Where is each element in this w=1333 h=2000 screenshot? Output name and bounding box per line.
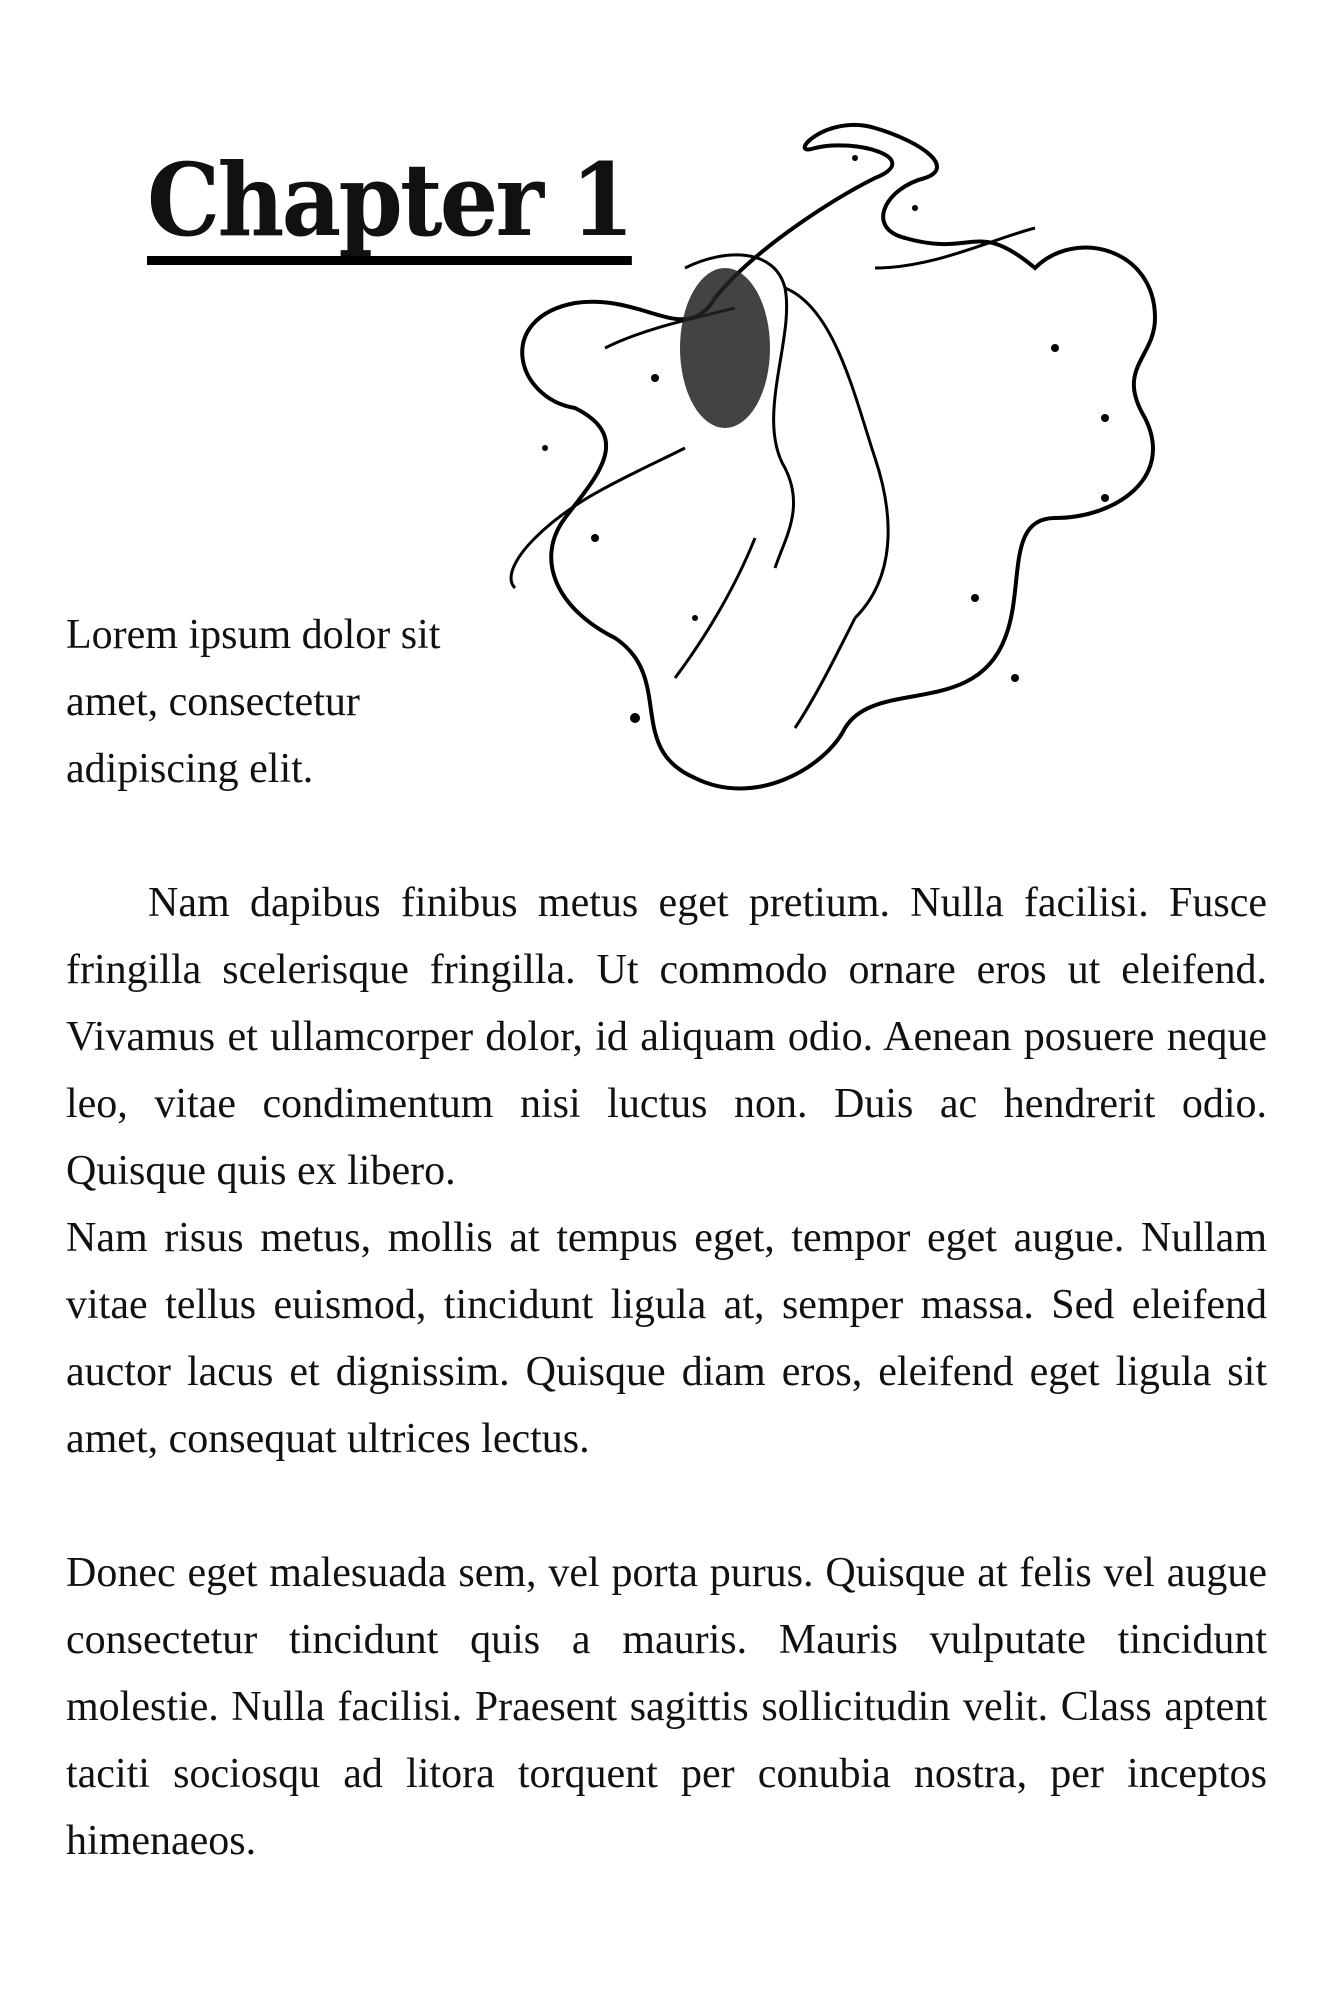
chapter-title: Chapter 1 bbox=[147, 150, 632, 265]
paragraph: Nam dapibus finibus metus eget pretium. Nulla facilisi. Fusce fringilla scelerisque fringilla. Ut commodo ornare eros ut eleifend. Vivamus et ullamcorper dolor, id aliquam odio. Aenean posuere neque leo, vitae condimentum nisi luctus non. Duis ac hendrerit odio. Quisque quis ex libero. bbox=[66, 880, 1267, 1194]
paragraph: Nam risus metus, mollis at tempus eget, tempor eget augue. Nullam vitae tellus euismod, tincidunt ligula at, semper massa. Sed eleifend auctor lacus et dignissim. Quisque diam eros, eleifend eget ligula sit amet, consequat ultrices lectus. bbox=[66, 1215, 1267, 1462]
ink-illustration-reclining-figure bbox=[455, 118, 1255, 823]
body-text bbox=[66, 870, 1267, 1875]
paragraph: Donec eget malesuada sem, vel porta purus. Quisque at felis vel augue consectetur tincidunt quis a mauris. Mauris vulputate tincidunt molestie. Nulla facilisi. Praesent sagittis sollicitudin velit. Class aptent taciti sociosqu ad litora torquent per conubia nostra, per inceptos himenaeos. bbox=[66, 1550, 1267, 1864]
intro-text: Lorem ipsum dolor sit amet, consectetur adipiscing elit. bbox=[66, 612, 441, 792]
